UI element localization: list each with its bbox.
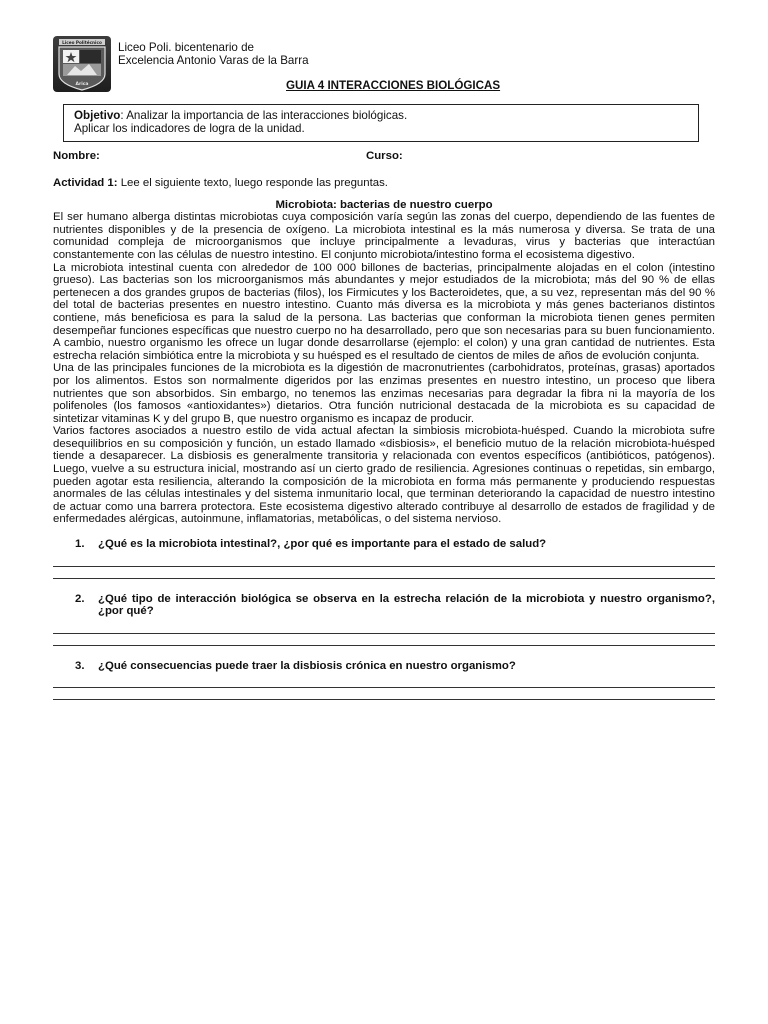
school-name-line1: Liceo Poli. bicentenario de — [118, 41, 254, 54]
answer-line[interactable] — [53, 633, 715, 634]
school-name — [118, 42, 309, 67]
name-field-label: Nombre: — [53, 150, 100, 162]
school-logo — [53, 36, 111, 92]
question-item — [53, 660, 715, 701]
header — [53, 36, 715, 92]
question-text: ¿Qué es la microbiota intestinal?, ¿por qué es importante para el estado de salud? — [98, 538, 547, 551]
guide-title: GUIA 4 INTERACCIONES BIOLÓGICAS — [286, 79, 501, 92]
activity-label: Actividad 1: — [53, 177, 118, 189]
question-text: ¿Qué consecuencias puede traer la disbiosis crónica en nuestro organismo? — [98, 659, 516, 672]
student-info-row — [53, 150, 715, 164]
question-number: 3. — [75, 659, 85, 672]
worksheet-page — [53, 36, 715, 700]
objective-text: : Analizar la importancia de las interacciones biológicas. — [120, 109, 408, 122]
answer-line[interactable] — [53, 578, 715, 579]
question-number: 1. — [75, 538, 85, 551]
question-item — [53, 538, 715, 579]
answer-line[interactable] — [53, 687, 715, 688]
svg-text:Arica: Arica — [75, 82, 89, 87]
objective-label: Objetivo — [74, 109, 121, 122]
answer-line[interactable] — [53, 645, 715, 646]
reading-paragraph: La microbiota intestinal cuenta con alrededor de 100 000 billones de bacterias, principalmente alojadas en el colon (intestino grueso). Las bacterias son los microorganismos más abundantes y mejor estudiados de la microbiota; más del 90 % de ellas pertenecen a dos grandes grupos de bacterias (filos), los Firmicutes y los Bacteroidetes, que, a su vez, representan más del 90 % del total de bacterias presentes en nuestro intestino. Cuanto más diversa es la microbiota y más genes bacterianos distintos contiene, más beneficiosa es para la salud de la persona. Las bacterias que conforman la microbiota tienen genes permiten desempeñar funciones específicas que nuestro cuerpo no ha desarrollado, pero que son necesarias para su buen funcionamiento. A cambio, nuestro organismo les ofrece un lugar donde desarrollarse (ejemplo: el colon) y una gran cantidad de nutrientes. Esta estrecha relación simbiótica entre la microbiota y su huésped es el resultado de cientos de miles de años de evolución conjunta. — [53, 261, 715, 362]
answer-line[interactable] — [53, 566, 715, 567]
reading-paragraph: El ser humano alberga distintas microbiotas cuya composición varía según las zonas del cuerpo, dependiendo de las fuentes de nutrientes disponibles y de la presencia de oxígeno. La microbiota intestinal es la más numerosa y diversa. Se trata de una comunidad compleja de microorganismos que incluye principalmente a levaduras, virus y bacterias que interactúan constantemente con las células de nuestro intestino. El conjunto microbiota/intestino forma el ecosistema digestivo. — [53, 211, 715, 261]
question-item — [53, 593, 715, 646]
school-name-line2: Excelencia Antonio Varas de la Barra — [118, 53, 309, 67]
activity-text: Lee el siguiente texto, luego responde las preguntas. — [117, 177, 388, 189]
objective-line2: Aplicar los indicadores de logra de la unidad. — [74, 122, 305, 135]
reading-paragraph: Varios factores asociados a nuestro estilo de vida actual afectan la simbiosis microbiota-huésped. Cuando la microbiota sufre desequilibrios en su composición y función, un estado llamado «disbiosis», el beneficio mutuo de la relación microbiota-huésped tiende a desaparecer. La disbiosis es generalmente transitoria y relacionada con eventos específicos (antibióticos, patógenos). Luego, vuelve a su estructura inicial, mostrando así un cierto grado de resiliencia. Agresiones continuas o repetidas, sin embargo, pueden agotar esta resiliencia, alterando la composición de la microbiota en forma más permanente y produciendo respuestas anormales de las células intestinales y del sistema inmunitario local, que terminan deteriorando la capacidad de nuestro intestino de actuar como una barrera protectora. Este ecosistema digestivo alterado contribuye al desarrollo de estados de fragilidad y de enfermedades alérgicas, autoinmune, inflamatorias, metabólicas, o del sistema nervioso. — [53, 425, 715, 526]
questions-section — [53, 538, 715, 700]
reading-title: Microbiota: bacterias de nuestro cuerpo — [275, 198, 493, 211]
question-text: ¿Qué tipo de interacción biológica se observa en la estrecha relación de la microbiota y nuestro organismo?, ¿por qué? — [98, 592, 715, 618]
activity-instructions — [53, 177, 715, 190]
reading-paragraph: Una de las principales funciones de la microbiota es la digestión de macronutrientes (carbohidratos, proteínas, grasas) aportados por los alimentos. Estos son normalmente digeridos por las enzimas presentes en nuestro intestino, un proceso que libera nutrientes que son absorbidos. Sin embargo, no tenemos las enzimas necesarias para degradar la fibra ni la mayoría de los polifenoles (los famosos «antioxidantes») dietarios. Otra función nutricional destacada de la microbiota es su capacidad de sintetizar vitaminas K y del grupo B, que nuestro organismo es incapaz de producir. — [53, 362, 715, 425]
question-number: 2. — [75, 592, 85, 605]
svg-text:Liceo Politécnico: Liceo Politécnico — [62, 40, 102, 45]
objective-box — [63, 104, 699, 142]
answer-line[interactable] — [53, 699, 715, 700]
course-field-label: Curso: — [366, 150, 403, 162]
